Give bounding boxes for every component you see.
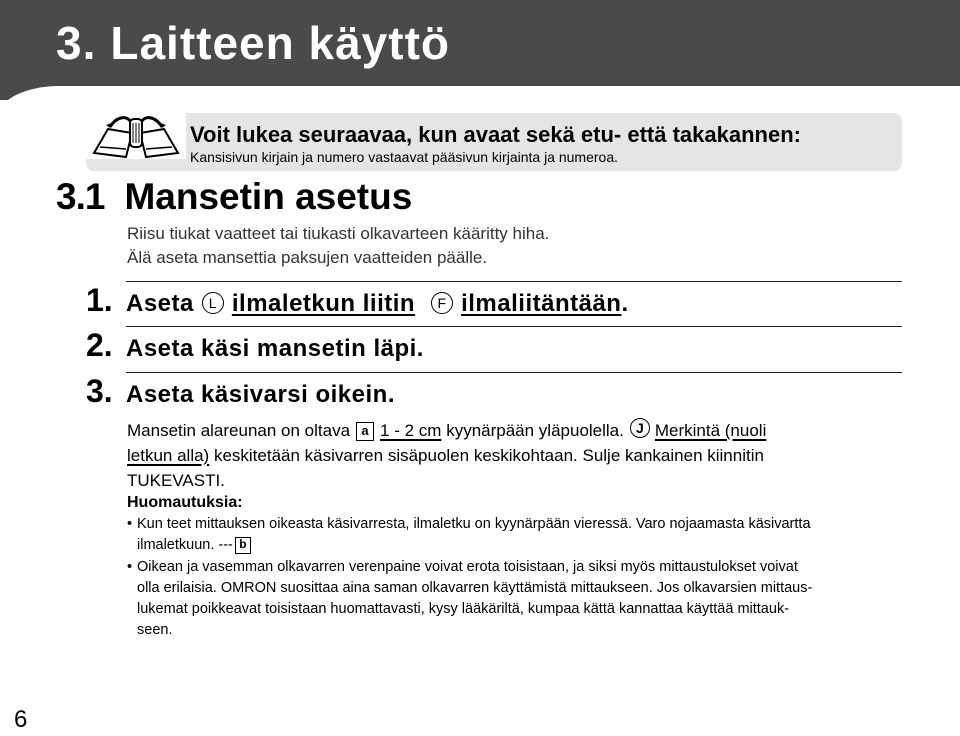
- step-text: [126, 290, 629, 317]
- intro-line-1: Riisu tiukat vaatteet tai tiukasti olkavarteen kääritty hiha.: [127, 224, 550, 243]
- step-1-period: .: [621, 290, 629, 317]
- step-text: Aseta käsi mansetin läpi.: [126, 335, 424, 362]
- step-text: Aseta käsivarsi oikein.: [126, 381, 395, 408]
- section-number: 3.1: [56, 176, 105, 217]
- marker-j: J: [630, 418, 650, 438]
- remark-item: [127, 557, 912, 641]
- step-number: 3.: [86, 373, 113, 409]
- open-book-icon: [86, 113, 186, 159]
- chapter-number: 3.: [56, 17, 97, 69]
- marker-b: b: [235, 537, 251, 554]
- step-1: [86, 282, 629, 319]
- instruction-text: Mansetin alareunan on oltava: [127, 421, 351, 440]
- remark-text: seen.: [137, 622, 173, 638]
- step-1-verb: Aseta: [126, 290, 194, 317]
- remark-item: [127, 514, 912, 556]
- marker-l: L: [202, 292, 224, 314]
- remarks-list: [127, 514, 912, 642]
- chapter-title: [56, 16, 450, 70]
- instruction-text: keskitetään käsivarren sisäpuolen keskikohtaan. Sulje kankainen kiinnitin: [213, 446, 764, 465]
- section-title: Mansetin asetus: [124, 176, 413, 217]
- remark-text: lukemat poikkeavat toisistaan huomattavasti, kysy lääkäriltä, kumpaa kättä kannattaa käyttää mittauk-: [137, 601, 790, 617]
- arrow-mark-link: Merkintä (nuoli: [654, 421, 767, 440]
- step-2: [86, 327, 424, 364]
- remarks-heading: Huomautuksia:: [127, 494, 243, 511]
- step-number: 1.: [86, 282, 113, 318]
- air-tube-plug-link: ilmaletkun liitin: [231, 290, 416, 317]
- arrow-mark-link-cont: letkun alla): [127, 446, 210, 465]
- section-heading: [56, 176, 412, 218]
- remark-text: ilmaletkuun. ---: [137, 537, 233, 553]
- cover-note-text: Kansisivun kirjain ja numero vastaavat pääsivun kirjainta ja numeroa.: [190, 149, 618, 165]
- marker-a: a: [356, 422, 374, 441]
- remark-text: olla erilaisia. OMRON suosittaa aina saman olkavarren käyttämistä mittaukseen. Jos olkavarsien mittaus-: [137, 580, 813, 596]
- cuff-position-instruction: [127, 418, 897, 493]
- step-3: [86, 373, 395, 410]
- cover-note-title: Voit lukea seuraavaa, kun avaat sekä etu- että takakannen:: [190, 122, 801, 147]
- step-number: 2.: [86, 327, 113, 363]
- remark-text: Oikean ja vasemman olkavarren verenpaine voivat erota toisistaan, ja siksi myös mittaustulokset voivat: [137, 559, 798, 575]
- page-number: 6: [14, 706, 28, 733]
- intro-line-2: Älä aseta mansettia paksujen vaatteiden päälle.: [127, 248, 488, 267]
- distance-value: 1 - 2 cm: [380, 421, 442, 440]
- chapter-title-text: Laitteen käyttö: [110, 17, 451, 69]
- remark-text: Kun teet mittauksen oikeasta käsivarresta, ilmaletku on kyynärpään vieressä. Varo nojaamasta käsivartta: [137, 516, 811, 532]
- instruction-text: TUKEVASTI.: [127, 471, 225, 490]
- instruction-text: kyynärpään yläpuolella.: [446, 421, 624, 440]
- air-jack-link: ilmaliitäntään: [461, 290, 622, 317]
- marker-f: F: [431, 292, 453, 314]
